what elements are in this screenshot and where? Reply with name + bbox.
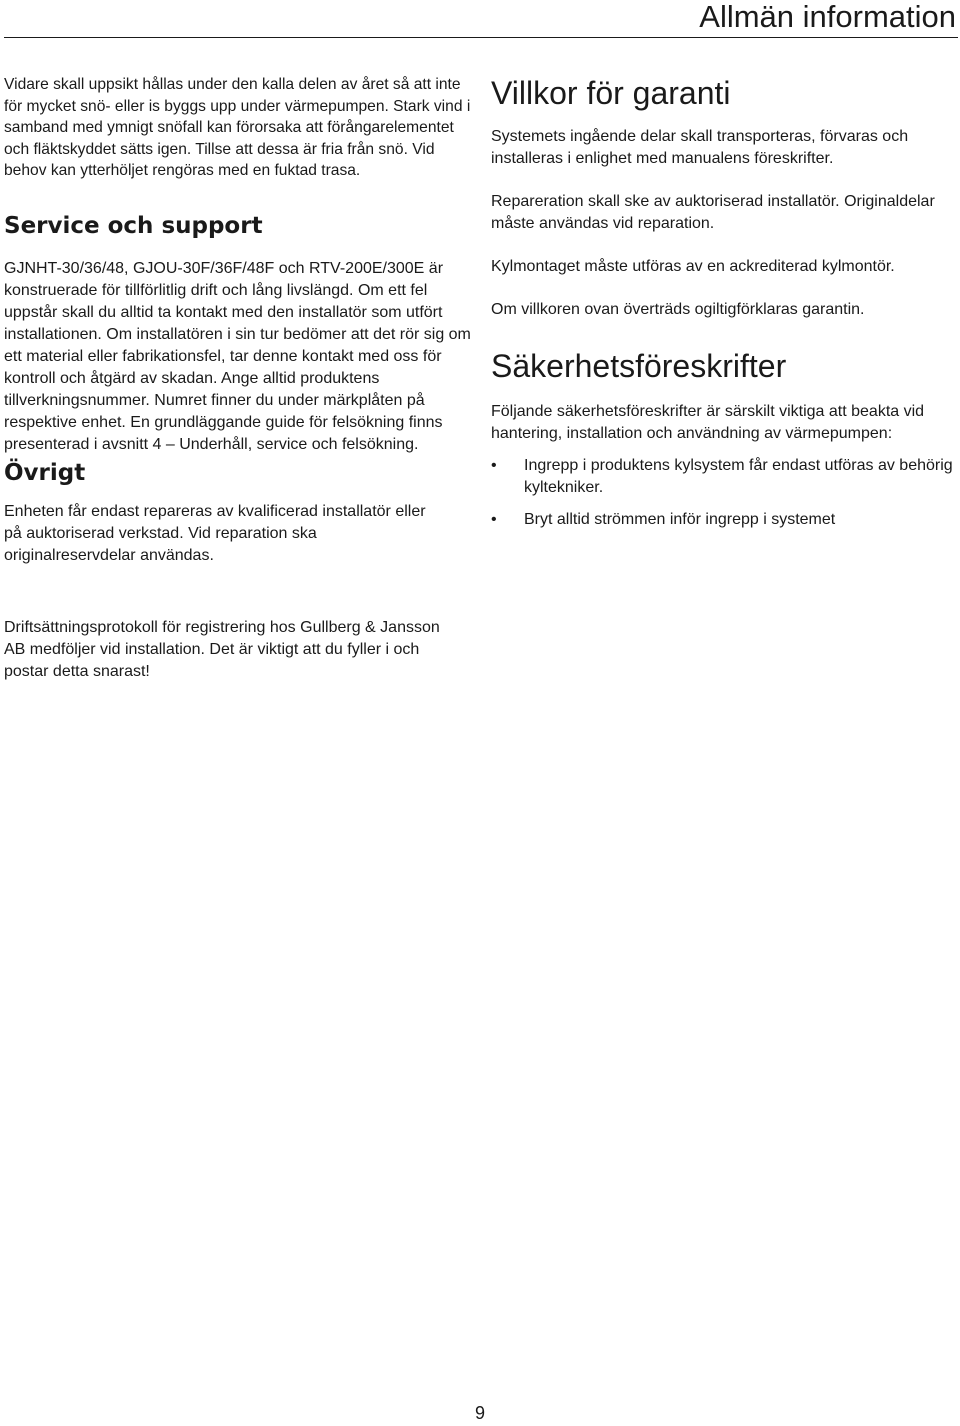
bullet-icon: •	[491, 511, 497, 528]
safety-intro: Följande säkerhetsföreskrifter är särskilt viktiga att beakta vid hantering, installation och användning av värmepumpen:	[491, 403, 925, 442]
right-column	[491, 74, 957, 531]
warranty-paragraph-3: Kylmontaget måste utföras av en ackrediterad kylmontör.	[491, 258, 895, 275]
service-paragraph: GJNHT-30/36/48, GJOU-30F/36F/48F och RTV-200E/300E är konstruerade för tillförlitlig drift och lång livslängd. Om ett fel uppstår skall du alltid ta kontakt med den installatör som utfört installationen. Om installatören i sin tur bedömer att det rör sig om ett material eller fabrikationsfel, tar denne kontakt med oss för kontroll och åtgärd av skadan. Ange alltid produktens tillverkningsnummer. Numret finner du under märkplåten på respektive enhet. En grundläggande guide för felsökning finns presenterad i avsnitt 4 – Underhåll, service och felsökning.	[4, 259, 471, 453]
warranty-paragraph-4: Om villkoren ovan överträds ogiltigförklaras garantin.	[491, 301, 865, 318]
safety-heading: Säkerhetsföreskrifter	[491, 348, 787, 384]
intro-paragraph: Vidare skall uppsikt hållas under den kalla delen av året så att inte för mycket snö- eller is byggs upp under värmepumpen. Stark vind i samband med ymnigt snöfall kan förorsaka att förångarelementet och fläktskyddet sätts igen. Tillse att dessa är fria från snö. Vid behov kan ytterhöljet rengöras med en fuktad trasa.	[4, 76, 471, 180]
bullet-icon: •	[491, 457, 497, 474]
warranty-paragraph-2: Repareration skall ske av auktoriserad installatör. Originaldelar måste användas vid reparation.	[491, 193, 935, 232]
protocol-paragraph: Driftsättningsprotokoll för registrering hos Gullberg & Jansson AB medföljer vid installation. Det är viktigt att du fyller i och postar detta snarast!	[4, 619, 440, 680]
safety-list	[491, 455, 957, 531]
service-heading: Service och support	[4, 212, 263, 239]
page-header-title: Allmän information	[699, 0, 956, 34]
header-divider	[4, 37, 958, 38]
other-paragraph: Enheten får endast repareras av kvalificerad installatör eller på auktoriserad verkstad. Vid reparation ska originalreservdelar användas.	[4, 502, 426, 564]
list-item	[491, 509, 957, 531]
warranty-heading: Villkor för garanti	[491, 75, 731, 111]
list-item-text: Ingrepp i produktens kylsystem får endast utföras av behörig kyltekniker.	[524, 457, 953, 496]
list-item-text: Bryt alltid strömmen inför ingrepp i systemet	[524, 511, 836, 528]
protocol-note	[4, 617, 474, 683]
page-number: 9	[474, 1403, 485, 1423]
left-column	[4, 74, 474, 567]
warranty-paragraph-1: Systemets ingående delar skall transporteras, förvaras och installeras i enlighet med manualens föreskrifter.	[491, 128, 909, 167]
other-heading: Övrigt	[4, 459, 86, 486]
list-item	[491, 455, 957, 499]
